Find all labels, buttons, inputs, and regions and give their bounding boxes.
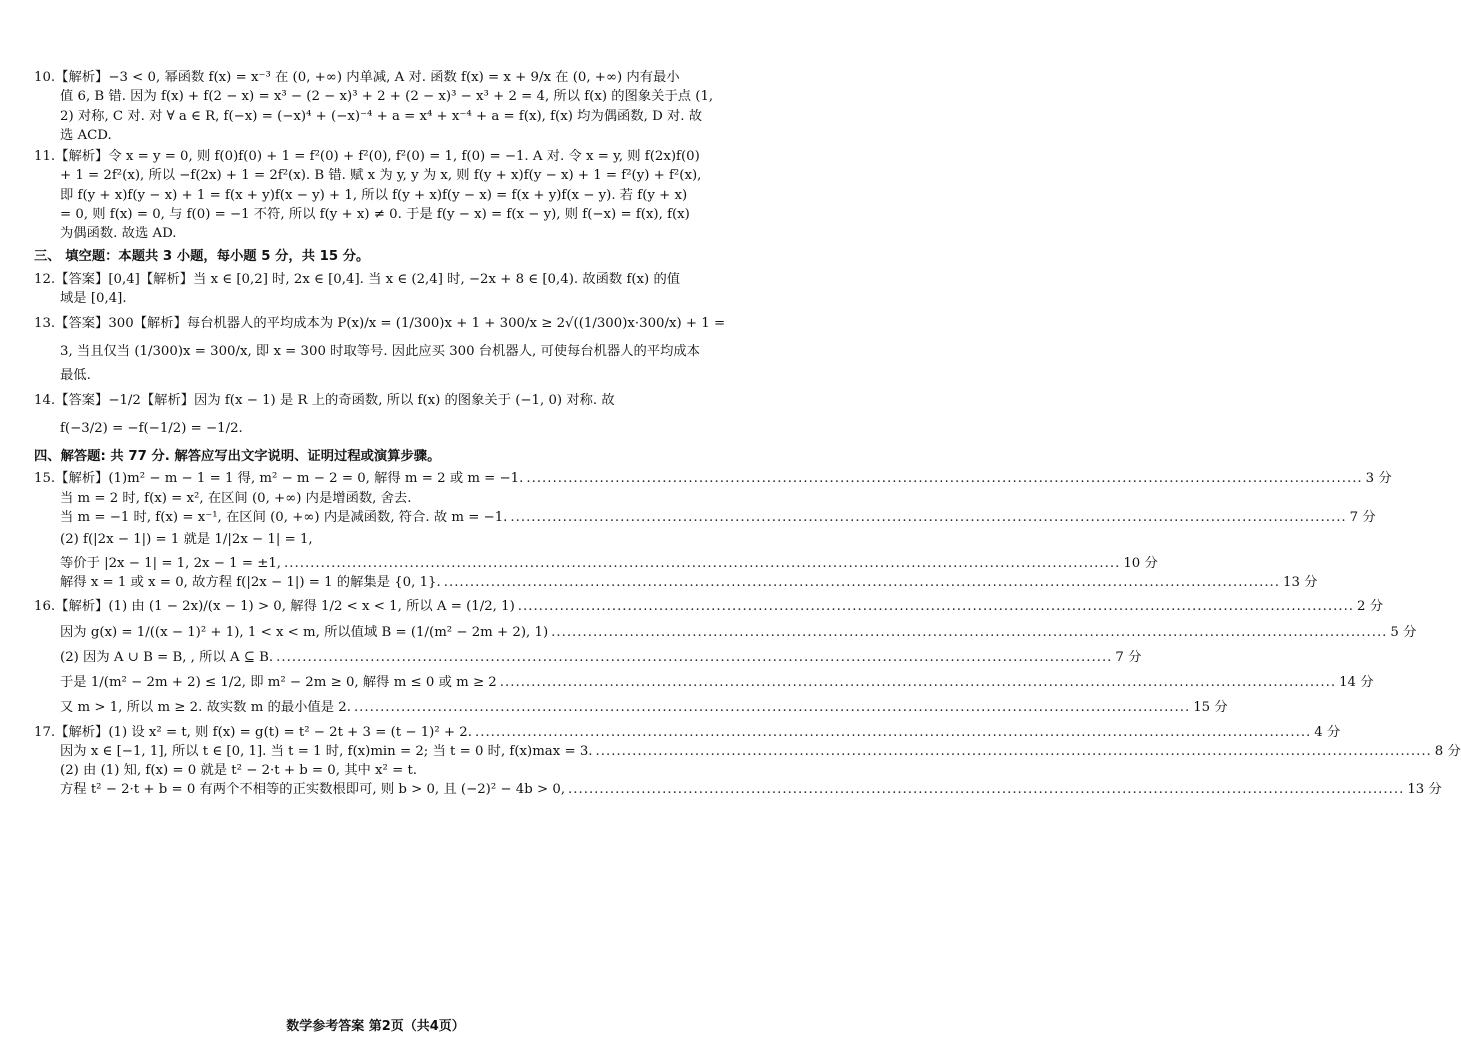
q10-line-1: 10.【解析】−3 < 0, 幂函数 f(x) = x⁻³ 在 (0, +∞) 内单减, A 对. 函数 f(x) = x + 9/x 在 (0, +∞) 内有最小	[34, 70, 680, 85]
leader-dots	[568, 780, 1404, 799]
q10-line-2: 值 6, B 错. 因为 f(x) + f(2 − x) = x³ − (2 − x)³ + 2 + (2 − x)³ − x³ + 2 = 4, 所以 f(x) 的图象关于点 (1,	[60, 89, 714, 105]
score-mark: 2 分	[1357, 599, 1384, 615]
score-mark: 8 分	[1434, 743, 1461, 759]
q16-line-4	[34, 670, 1374, 695]
q11-line-3: 即 f(y + x)f(y − x) + 1 = f(x + y)f(x − y) + 1, 所以 f(y + x)f(y − x) = f(x + y)f(x − y). 若 f(y + x)	[60, 187, 688, 203]
q15-line-3	[34, 508, 1376, 527]
leader-dots	[510, 508, 1346, 527]
q15-text-1: 15.【解析】(1)m² − m − 1 = 1 得, m² − m − 2 = 0, 解得 m = 2 或 m = −1.	[34, 471, 524, 487]
score-mark: 13 分	[1407, 782, 1442, 798]
section-4-heading: 四、解答题: 共 77 分. 解答应写出文字说明、证明过程或演算步骤。	[34, 449, 441, 465]
score-mark: 10 分	[1123, 555, 1158, 571]
q11-line-1: 11.【解析】令 x = y = 0, 则 f(0)f(0) + 1 = f²(0) + f²(0), f²(0) = 1, f(0) = −1. A 对. 令 x = y, 则 f(2x)f(0)	[34, 149, 700, 165]
q10-line-3: 2) 对称, C 对. 对 ∀ a ∈ R, f(−x) = (−x)⁴ + (−x)⁻⁴ + a = x⁴ + x⁻⁴ + a = f(x), f(x) 均为偶函数, D 对. 故	[60, 108, 703, 124]
q17-line-2	[34, 742, 1461, 761]
leader-dots	[475, 723, 1311, 742]
leader-dots	[596, 742, 1432, 761]
q17-text-2: 因为 x ∈ [−1, 1], 所以 t ∈ [0, 1]. 当 t = 1 时, f(x)min = 2; 当 t = 0 时, f(x)max = 3.	[60, 743, 593, 759]
q14-solution	[34, 387, 698, 443]
q10-solution	[34, 68, 714, 145]
q11-line-2: + 1 = 2f²(x), 所以 −f(2x) + 1 = 2f²(x). B 错. 赋 x 为 y, y 为 x, 则 f(y + x)f(y − x) + 1 = f²(y) + f²(x),	[60, 168, 702, 184]
q11-solution	[34, 147, 702, 243]
q17-line-1	[34, 723, 1341, 742]
leader-dots	[526, 469, 1362, 488]
q14-line-2: f(−3/2) = −f(−1/2) = −1/2.	[60, 421, 243, 437]
q16-text-5: 又 m > 1, 所以 m ≥ 2. 故实数 m 的最小值是 2.	[60, 700, 351, 716]
answer-page	[34, 68, 1461, 802]
q16-text-2: 因为 g(x) = 1/((x − 1)² + 1), 1 < x < m, 所以值域 B = (1/(m² − 2m + 2), 1)	[60, 624, 549, 640]
score-mark: 14 分	[1339, 675, 1374, 691]
leader-dots	[354, 695, 1190, 720]
q14-line-1: 14.【答案】−1/2【解析】因为 f(x − 1) 是 R 上的奇函数, 所以 f(x) 的图象关于 (−1, 0) 对称. 故	[34, 393, 615, 409]
leader-dots	[444, 573, 1280, 592]
score-mark: 7 分	[1115, 649, 1142, 665]
leader-dots	[551, 620, 1387, 645]
q15-line-2: 当 m = 2 时, f(x) = x², 在区间 (0, +∞) 内是增函数, 舍去.	[60, 490, 412, 506]
q17-text-1: 17.【解析】(1) 设 x² = t, 则 f(x) = g(t) = t² − 2t + 3 = (t − 1)² + 2.	[34, 724, 472, 740]
score-mark: 5 分	[1390, 624, 1417, 640]
q15-text-3: 当 m = −1 时, f(x) = x⁻¹, 在区间 (0, +∞) 内是减函数, 符合. 故 m = −1.	[60, 509, 508, 525]
q15-line-6	[34, 573, 1318, 592]
q13-line-2: 3, 当且仅当 (1/300)x = 300/x, 即 x = 300 时取等号. 因此应买 300 台机器人, 可使每台机器人的平均成本	[60, 344, 701, 360]
page-footer: 数学参考答案 第2页（共4页）	[286, 1019, 465, 1034]
q17-line-3: (2) 由 (1) 知, f(x) = 0 就是 t² − 2·t + b = 0, 其中 x² = t.	[60, 763, 418, 779]
q10-line-4: 选 ACD.	[60, 127, 112, 143]
q16-line-3	[34, 645, 1142, 670]
leader-dots	[276, 645, 1112, 670]
q15-text-6: 解得 x = 1 或 x = 0, 故方程 f(|2x − 1|) = 1 的解集是 {0, 1}.	[60, 575, 441, 591]
q11-line-4: = 0, 则 f(x) = 0, 与 f(0) = −1 不符, 所以 f(y + x) ≠ 0. 于是 f(y − x) = f(x − y), 则 f(−x) = f(x), f(x)	[60, 206, 690, 222]
q13-line-1: 13.【答案】300【解析】每台机器人的平均成本为 P(x)/x = (1/300)x + 1 + 300/x ≥ 2√((1/300)x·300/x) + 1 =	[34, 316, 726, 332]
q15-line-5	[34, 554, 1158, 573]
section-3-heading: 三、 填空题：本题共 3 小题，每小题 5 分，共 15 分。	[34, 249, 370, 265]
score-mark: 15 分	[1193, 700, 1228, 716]
leader-dots	[500, 670, 1336, 695]
q12-line-1: 12.【答案】[0,4]【解析】当 x ∈ [0,2] 时, 2x ∈ [0,4]. 当 x ∈ (2,4] 时, −2x + 8 ∈ [0,4). 故函数 f(x) 的值	[34, 271, 681, 287]
q12-solution	[34, 270, 698, 309]
q15-line-4: (2) f(|2x − 1|) = 1 就是 1/|2x − 1| = 1,	[60, 532, 313, 548]
q17-solution	[34, 723, 1461, 800]
q17-text-4: 方程 t² − 2·t + b = 0 有两个不相等的正实数根即可, 则 b > 0, 且 (−2)² − 4b > 0,	[60, 782, 566, 798]
q13-solution	[34, 310, 726, 385]
score-mark: 3 分	[1365, 471, 1392, 487]
q16-text-3: (2) 因为 A ∪ B = B, , 所以 A ⊆ B.	[60, 649, 274, 665]
q12-line-2: 域是 [0,4].	[60, 290, 127, 306]
q11-line-5: 为偶函数. 故选 AD.	[60, 226, 177, 242]
q16-line-2	[34, 620, 1417, 645]
leader-dots	[518, 594, 1354, 619]
score-mark: 7 分	[1349, 509, 1376, 525]
q16-text-1: 16.【解析】(1) 由 (1 − 2x)/(x − 1) > 0, 解得 1/2 < x < 1, 所以 A = (1/2, 1)	[34, 599, 515, 615]
score-mark: 4 分	[1314, 724, 1341, 740]
q16-solution	[34, 594, 1417, 720]
q13-line-3: 最低.	[60, 368, 91, 384]
q16-text-4: 于是 1/(m² − 2m + 2) ≤ 1/2, 即 m² − 2m ≥ 0, 解得 m ≤ 0 或 m ≥ 2	[60, 675, 497, 691]
q17-line-4	[34, 780, 1442, 799]
q15-solution	[34, 469, 1392, 592]
q15-line-1	[34, 469, 1392, 488]
q15-text-5: 等价于 |2x − 1| = 1, 2x − 1 = ±1,	[60, 555, 282, 571]
score-mark: 13 分	[1283, 575, 1318, 591]
leader-dots	[284, 554, 1120, 573]
q16-line-1	[34, 594, 1384, 619]
q16-line-5	[34, 695, 1228, 720]
